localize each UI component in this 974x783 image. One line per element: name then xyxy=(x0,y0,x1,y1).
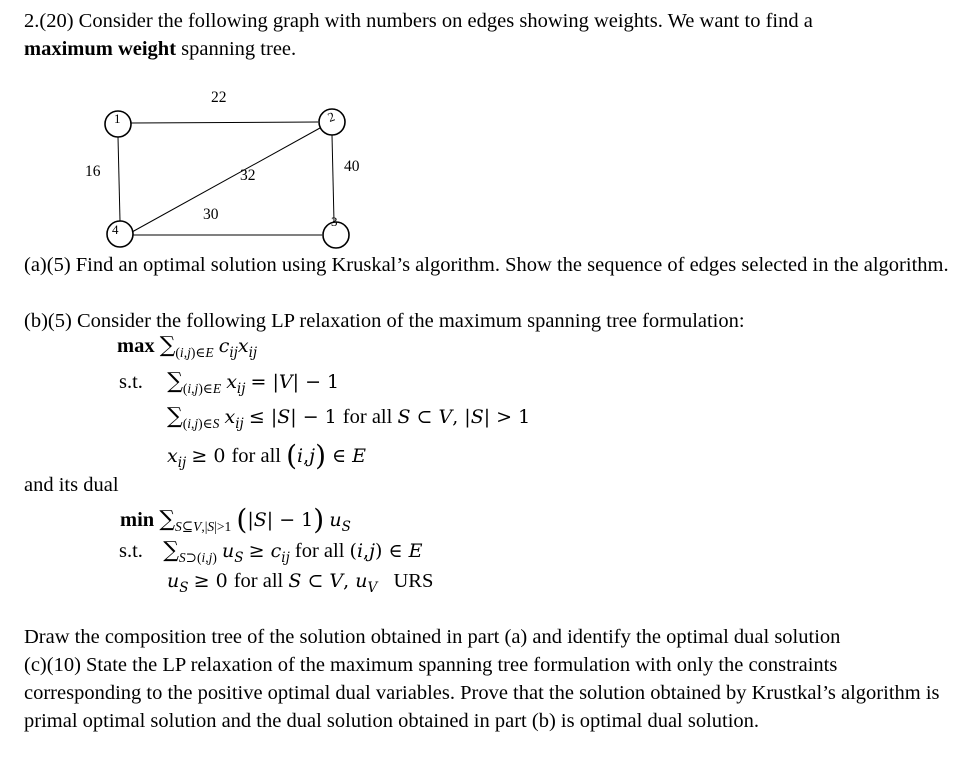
part-b-label: (b)(5) xyxy=(24,310,72,332)
part-a-text: Find an optimal solution using Kruskal’s algorithm. Show the sequence of edges selected in the algorithm. xyxy=(70,254,949,276)
min-keyword: min xyxy=(120,509,155,531)
node-4 xyxy=(107,221,133,247)
edge-2-3 xyxy=(332,135,334,222)
part-b xyxy=(24,307,954,335)
dual-objective: $\min \sum_{S⊆V,|S|>1}$ (|S| − 1) $u_S$ xyxy=(120,503,351,536)
node-1-label: 1 xyxy=(114,111,121,126)
primal-constraint-2: $\sum_{(i,j)\in S}$ $x_{ij} \le |S| - 1$ for all S ⊂ V, |S| > 1 xyxy=(167,404,531,432)
edge-1-2 xyxy=(131,122,318,123)
question-intro: Consider the following graph with numbers on edges showing weights. We want to find a xyxy=(73,10,813,32)
urs-label: URS xyxy=(393,570,434,592)
and-its-dual: and its dual xyxy=(24,474,119,496)
primal-constraint-3: $x_{ij} \ge 0$ for all (i,j) ∈ E xyxy=(167,439,367,472)
dual-constraint-2: $u_S \ge 0$ for all S ⊂ V, $u_V$ URS xyxy=(167,570,434,596)
node-4-label: 4 xyxy=(112,222,119,237)
dual-for-all-1: for all xyxy=(294,540,345,562)
edge-1-4-weight: 16 xyxy=(85,163,101,180)
edge-4-3-weight: 30 xyxy=(203,206,219,223)
edge-1-4 xyxy=(118,137,120,221)
edge-2-3-weight: 40 xyxy=(344,158,360,175)
edge-2-4-weight: 32 xyxy=(240,167,256,184)
dual-constraint-1: s.t. $\sum_{S⊃(i,j)}$ $u_S \ge c_{ij}$ for all (i,j) ∈ E xyxy=(119,538,423,566)
node-3-label: 3 xyxy=(331,214,338,229)
part-b-text: Consider the following LP relaxation of the maximum spanning tree formulation: xyxy=(71,310,745,332)
question-intro-end: spanning tree. xyxy=(176,38,297,60)
primal-objective: $\max \sum_{(i,j)\in E}$ $c_{ij}x_{ij}$ xyxy=(117,333,258,361)
sum-index: (i,j)∈E xyxy=(175,345,214,360)
part-c xyxy=(24,651,954,735)
bold-term: maximum weight xyxy=(24,38,177,60)
dual-st-label: s.t. xyxy=(119,540,143,562)
dual-for-all-2: for all xyxy=(233,570,284,592)
for-all-1: for all xyxy=(342,406,393,428)
st-label: s.t. xyxy=(119,371,143,393)
node-2-label: 2 xyxy=(325,108,337,125)
for-all-2: for all xyxy=(231,445,281,467)
max-keyword: max xyxy=(117,335,155,357)
part-a xyxy=(24,251,954,279)
part-a-label: (a)(5) xyxy=(24,254,71,276)
part-c-label: (c)(10) xyxy=(24,654,81,676)
edge-2-4 xyxy=(132,128,320,232)
part-c-text: State the LP relaxation of the maximum spanning tree formulation with only the constraints corresponding to the positive optimal dual variables. Prove that the solution obtained by Krustkal’s algorithm is primal optimal solution and the dual solution obtained in part (b) is optimal dual solution. xyxy=(24,654,940,732)
composition-tree-instruction: Draw the composition tree of the solution obtained in part (a) and identify the optimal dual solution xyxy=(24,626,841,648)
edge-1-2-weight: 22 xyxy=(211,89,227,106)
primal-constraint-1: s.t. $\sum_{(i,j)\in E}$ $x_{ij} = |V| - 1$ xyxy=(119,369,340,397)
question-number: 2.(20) xyxy=(24,10,74,32)
